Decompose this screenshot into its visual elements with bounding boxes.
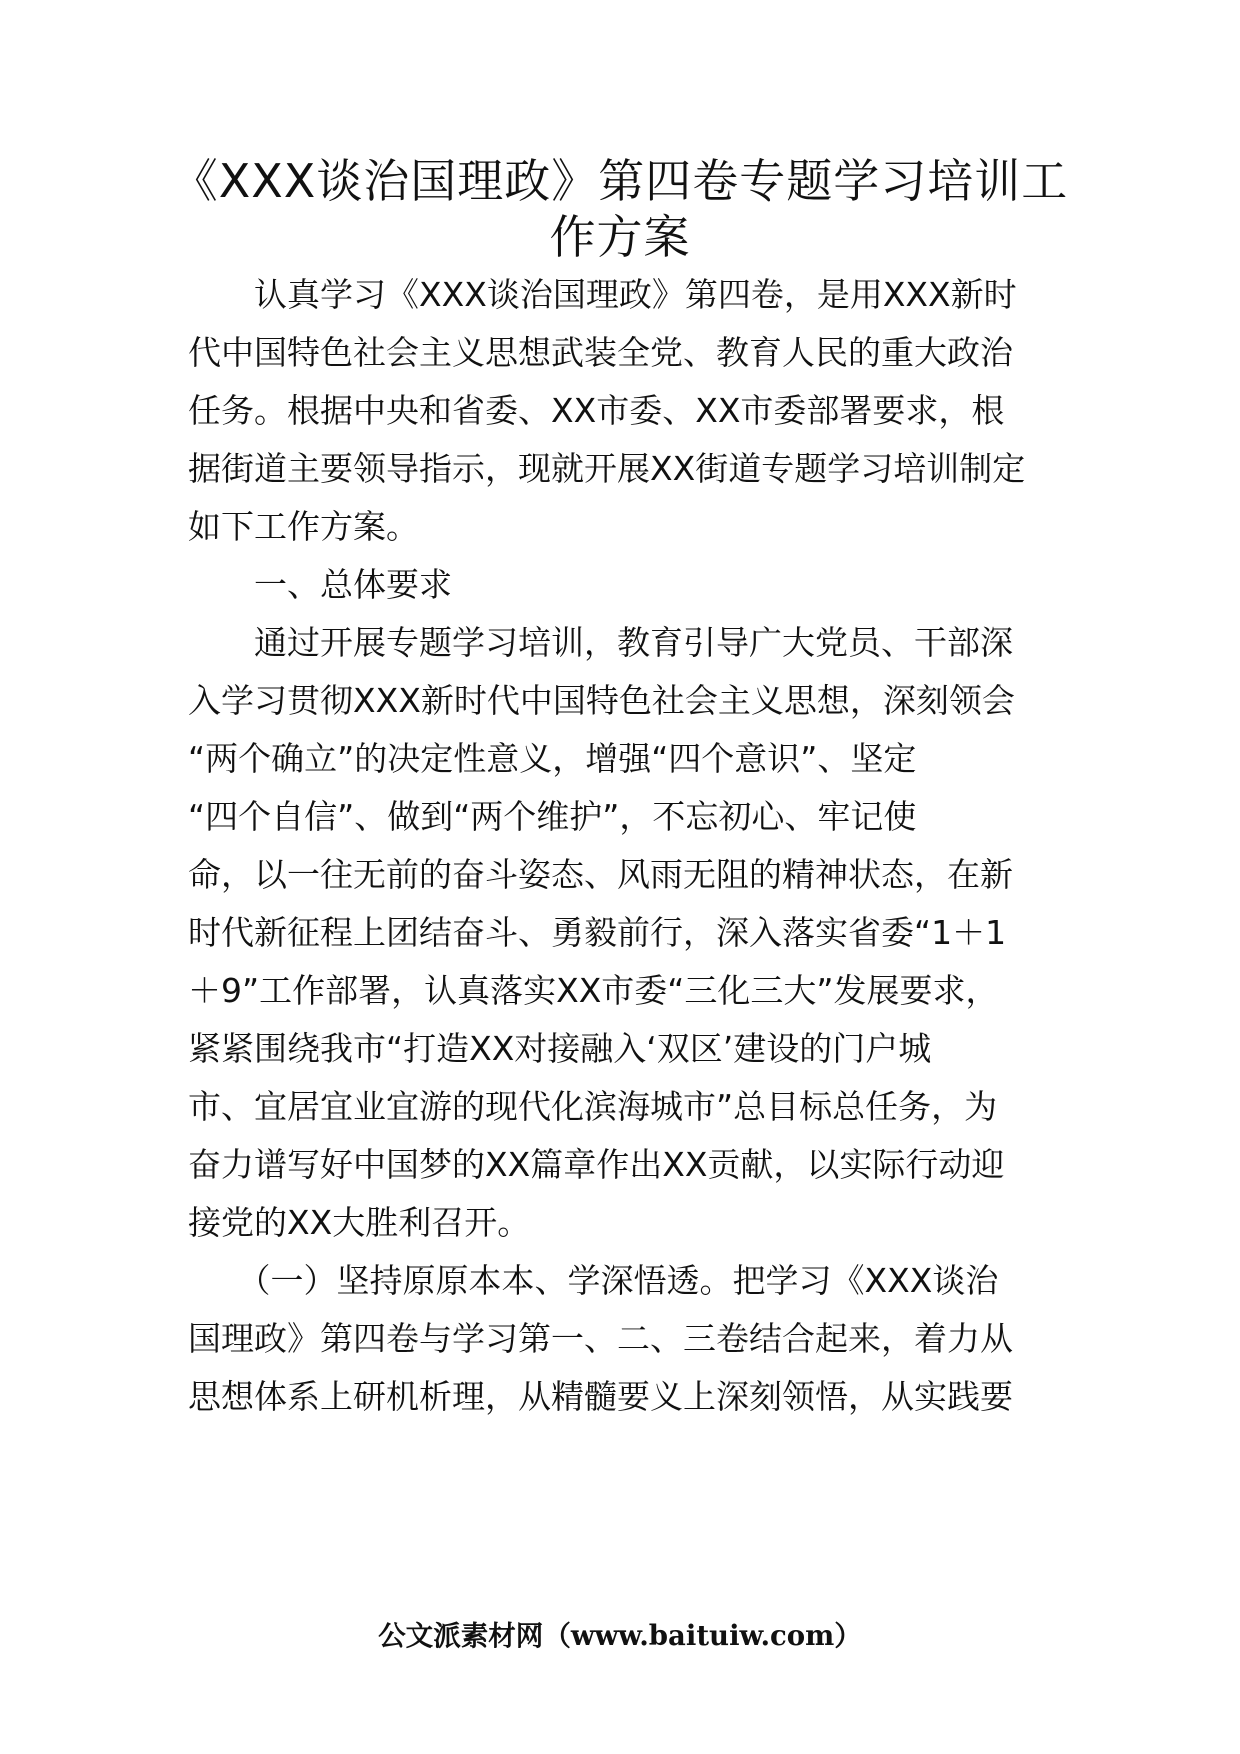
body-line: 时代新征程上团结奋斗、勇毅前行，深入落实省委“1＋1 (188, 913, 1007, 952)
subsection-line: （一）坚持原原本本、学深悟透。把学习《XXX谈治 (188, 1261, 999, 1300)
document-title-line-2: 作方案 (549, 210, 691, 264)
body-line: 认真学习《XXX谈治国理政》第四卷，是用XXX新时 (188, 275, 1017, 314)
body-line: “两个确立”的决定性意义，增强“四个意识”、坚定 (188, 739, 917, 778)
body-line: 代中国特色社会主义思想武装全党、教育人民的重大政治 (188, 333, 1013, 372)
body-line: 通过开展专题学习培训，教育引导广大党员、干部深 (188, 623, 1013, 662)
section-heading: 一、总体要求 (188, 565, 452, 604)
body-line: 命，以一往无前的奋斗姿态、风雨无阻的精神状态，在新 (188, 855, 1013, 894)
body-line: 据街道主要领导指示，现就开展XX街道专题学习培训制定 (188, 449, 1026, 488)
footer-watermark-text: 公文派素材网（www.baituiw.com） (378, 1620, 862, 1652)
body-line: 奋力谱写好中国梦的XX篇章作出XX贡献，以实际行动迎 (188, 1145, 1005, 1184)
body-line: 如下工作方案。 (188, 507, 419, 546)
body-line: 思想体系上研机析理，从精髓要义上深刻领悟，从实践要 (188, 1377, 1013, 1416)
body-line: ＋9”工作部署，认真落实XX市委“三化三大”发展要求， (188, 971, 999, 1010)
body-line: “四个自信”、做到“两个维护”，不忘初心、牢记使 (188, 797, 917, 836)
document-title-line-1: 《XXX谈治国理政》第四卷专题学习培训工 (171, 154, 1069, 208)
body-line: 国理政》第四卷与学习第一、二、三卷结合起来，着力从 (188, 1319, 1013, 1358)
body-line: 市、宜居宜业宜游的现代化滨海城市”总目标总任务，为 (188, 1087, 998, 1126)
body-line: 接党的XX大胜利召开。 (188, 1203, 531, 1242)
body-line: 紧紧围绕我市“打造XX对接融入‘双区’建设的门户城 (188, 1029, 932, 1068)
body-line: 任务。根据中央和省委、XX市委、XX市委部署要求，根 (188, 391, 1005, 430)
body-line: 入学习贯彻XXX新时代中国特色社会主义思想，深刻领会 (188, 681, 1015, 720)
